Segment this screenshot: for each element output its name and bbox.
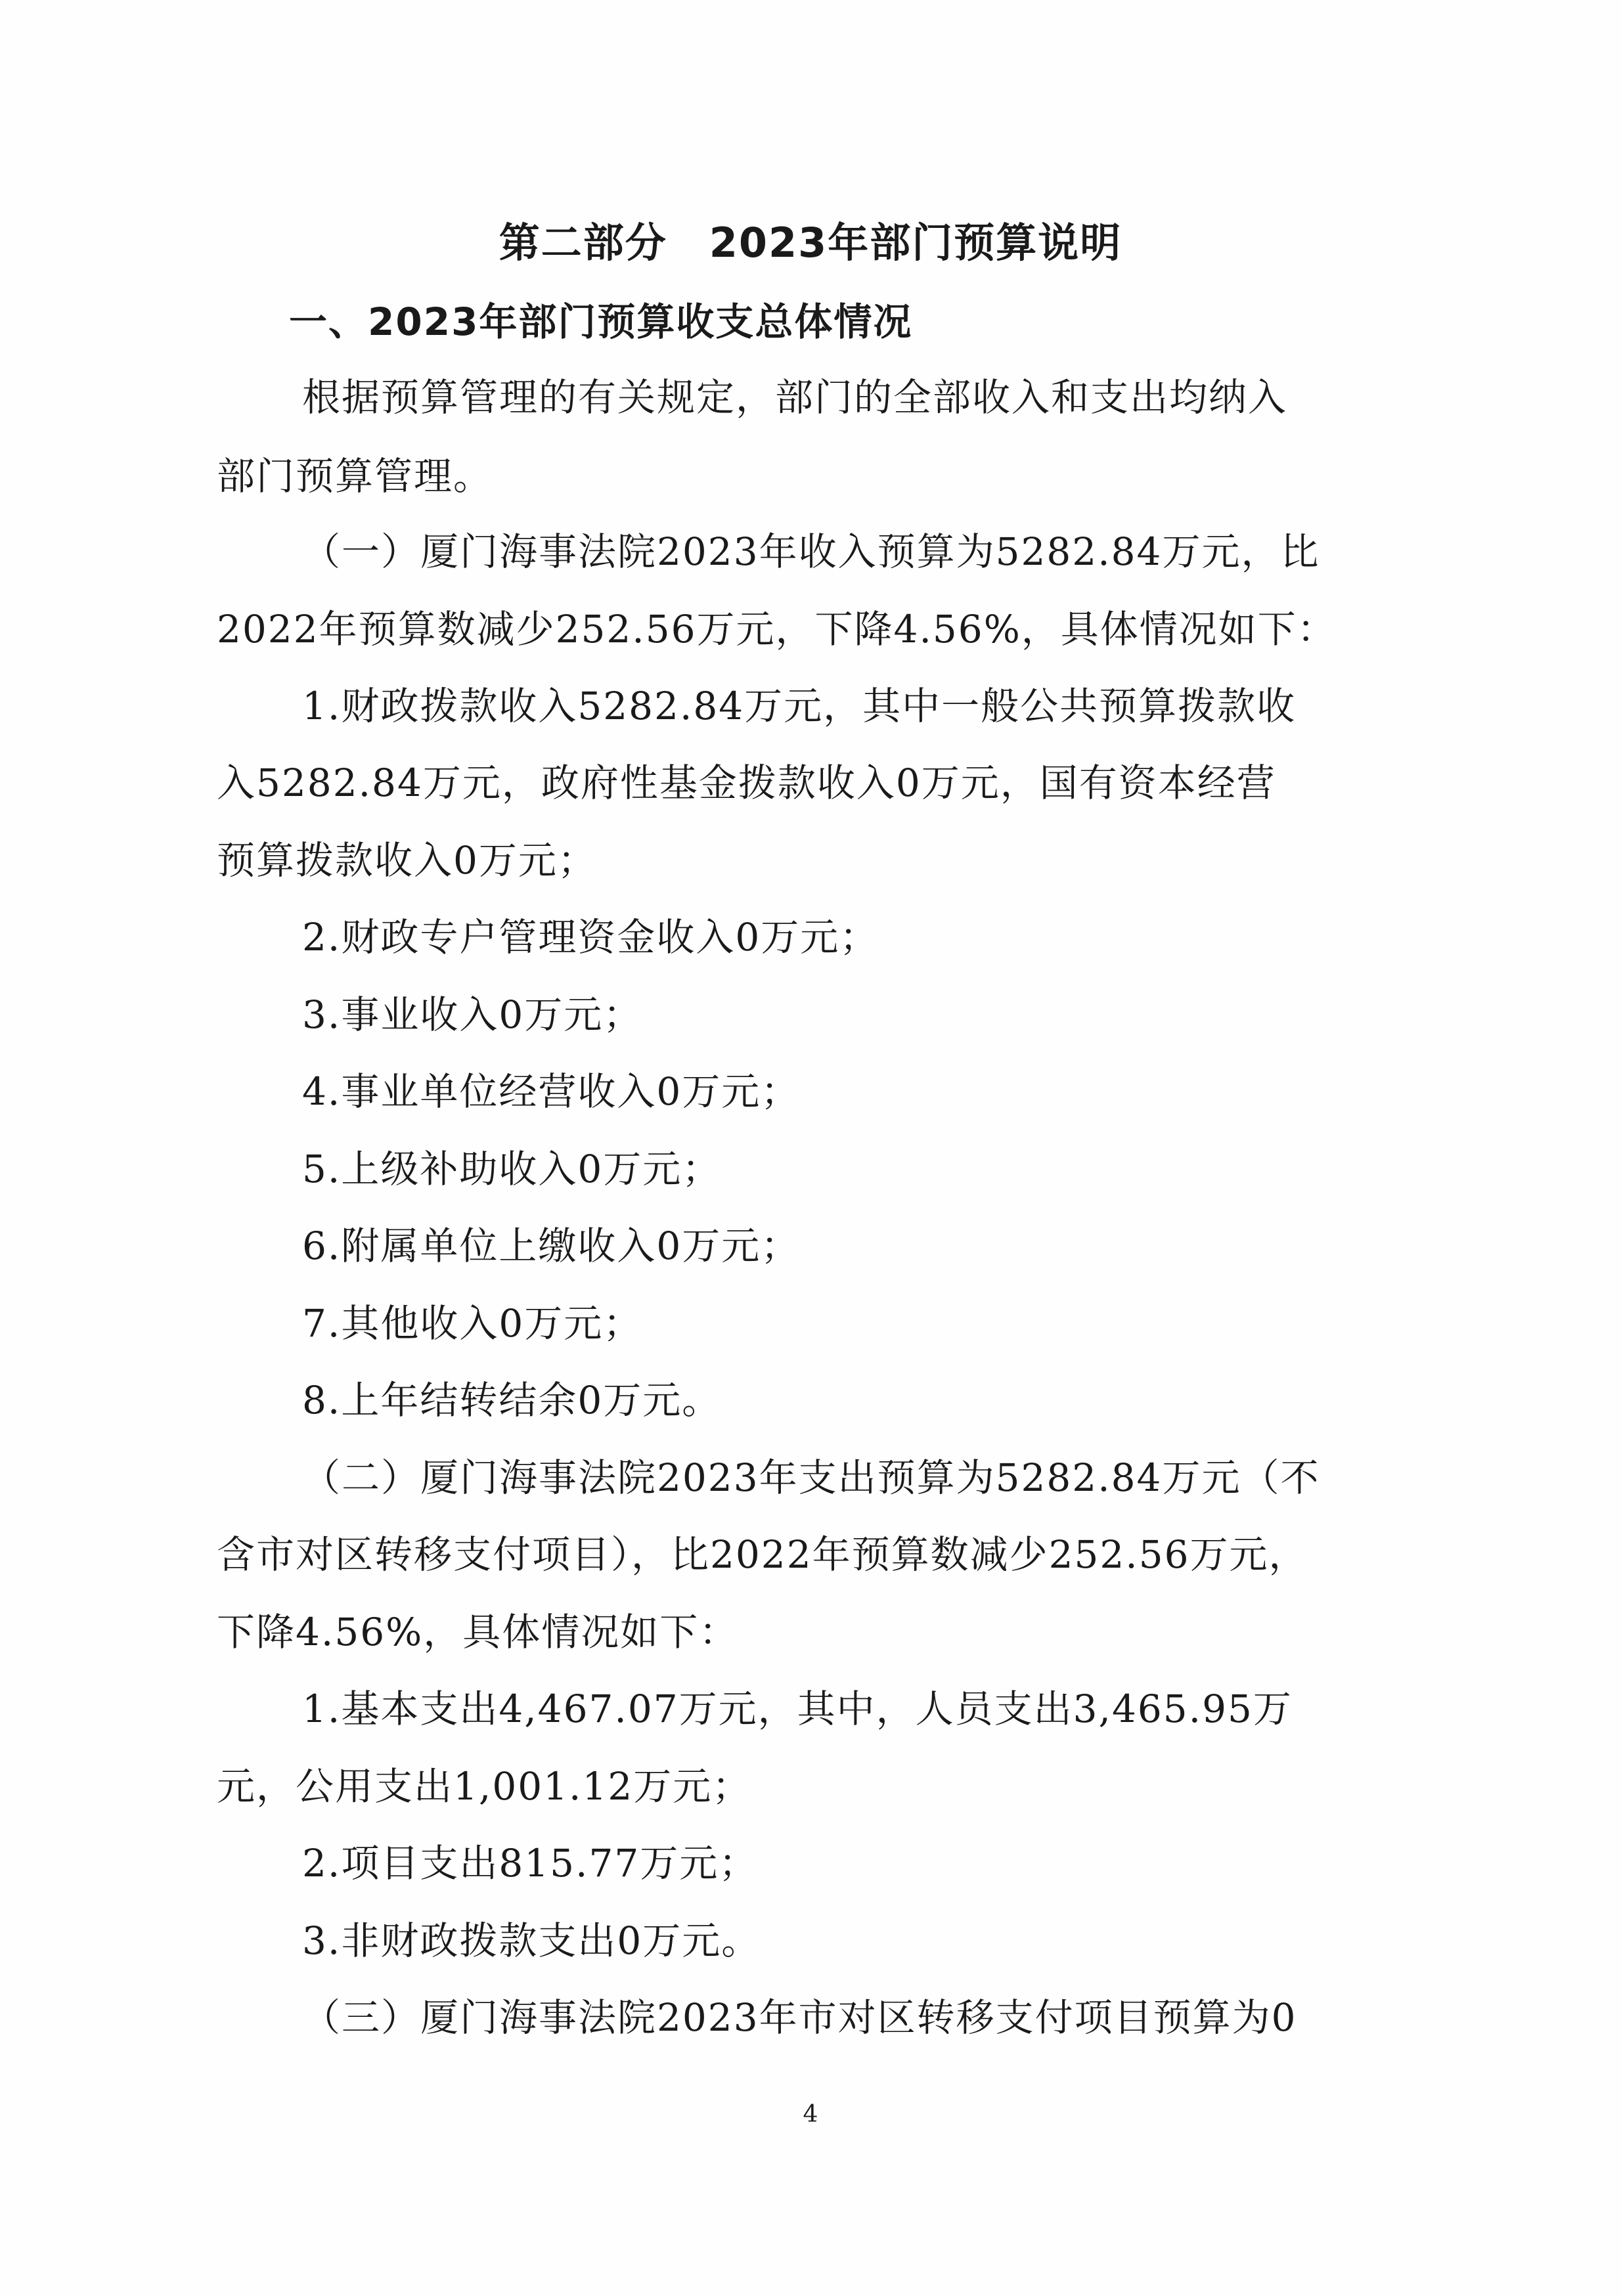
paragraph-line: 3.事业收入0万元； — [302, 992, 643, 1037]
section-heading: 一、2023年部门预算收支总体情况 — [289, 299, 913, 344]
paragraph-line: 5.上级补助收入0万元； — [302, 1147, 722, 1191]
paragraph-line: 1.基本支出4,467.07万元，其中，人员支出3,465.95万 — [302, 1687, 1293, 1731]
paragraph-line: 根据预算管理的有关规定，部门的全部收入和支出均纳入 — [302, 375, 1288, 420]
paragraph-line: 1.财政拨款收入5282.84万元，其中一般公共预算拨款收 — [302, 684, 1297, 728]
paragraph-line: 3.非财政拨款支出0万元。 — [302, 1918, 761, 1963]
paragraph-line: （二）厦门海事法院2023年支出预算为5282.84万元（不 — [302, 1455, 1320, 1500]
paragraph-line: 2022年预算数减少252.56万元，下降4.56%，具体情况如下： — [217, 607, 1337, 651]
paragraph-line: 预算拨款收入0万元； — [217, 838, 597, 883]
paragraph-line: 元，公用支出1,001.12万元； — [217, 1764, 752, 1809]
paragraph-line: 8.上年结转结余0万元。 — [302, 1378, 722, 1423]
paragraph-line: （三）厦门海事法院2023年市对区转移支付项目预算为0 — [302, 1995, 1297, 2040]
paragraph-line: 下降4.56%，具体情况如下： — [217, 1610, 739, 1654]
paragraph-line: 2.财政专户管理资金收入0万元； — [302, 915, 879, 960]
paragraph-line: 4.事业单位经营收入0万元； — [302, 1069, 801, 1114]
paragraph-line: 6.附属单位上缴收入0万元； — [302, 1224, 801, 1268]
paragraph-line: 入5282.84万元，政府性基金拨款收入0万元，国有资本经营 — [217, 761, 1276, 805]
paragraph-line: （一）厦门海事法院2023年收入预算为5282.84万元，比 — [302, 529, 1320, 574]
paragraph-line: 含市对区转移支付项目），比2022年预算数减少252.56万元， — [217, 1532, 1308, 1577]
page-number: 4 — [803, 2101, 818, 2128]
paragraph-line: 部门预算管理。 — [217, 454, 493, 498]
paragraph-line: 7.其他收入0万元； — [302, 1301, 643, 1346]
page-title: 第二部分 2023年部门预算说明 — [499, 219, 1122, 267]
paragraph-line: 2.项目支出815.77万元； — [302, 1841, 759, 1886]
